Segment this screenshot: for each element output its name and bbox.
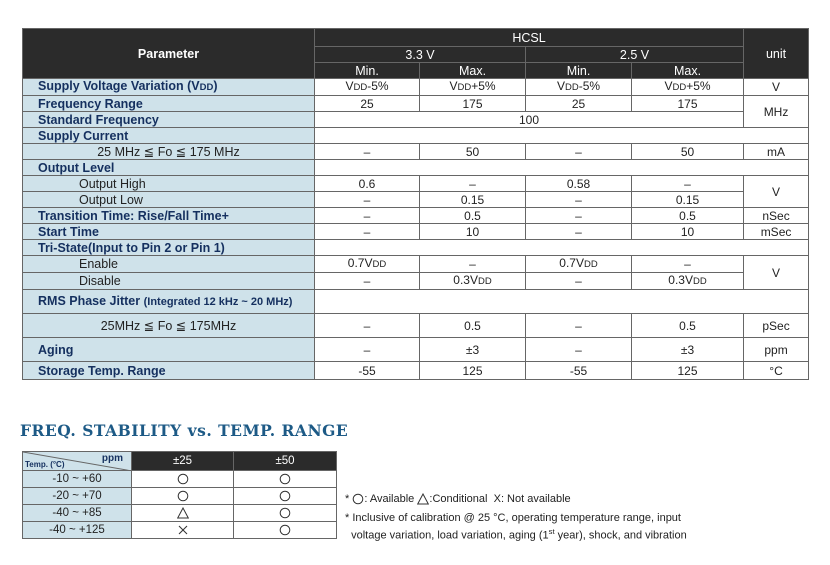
stability-cell	[234, 488, 337, 505]
row-sublabel: 25 MHz ≦ Fo ≦ 175 MHz	[23, 144, 315, 160]
unit-cell: V	[744, 79, 809, 96]
cell: –	[526, 338, 632, 362]
cell: –	[315, 338, 420, 362]
header-parameter: Parameter	[23, 29, 315, 79]
footnote-line1: Inclusive of calibration @ 25 °C, operating temperature range, input	[352, 512, 681, 524]
cell: ±3	[632, 338, 744, 362]
triangle-icon	[177, 507, 189, 519]
cell: –	[315, 144, 420, 160]
cell: 10	[420, 224, 526, 240]
header-min: Min.	[315, 63, 420, 79]
unit-cell: V	[744, 176, 809, 208]
stability-cell	[132, 505, 234, 522]
cell: 0.7VDD	[526, 256, 632, 273]
row-label: Aging	[23, 338, 315, 362]
ppm-label: ppm	[101, 453, 123, 464]
cell: –	[632, 256, 744, 273]
row-sublabel: Enable	[23, 256, 315, 273]
stability-table	[22, 451, 337, 539]
cell: 100	[315, 112, 744, 128]
legend-conditional: Conditional	[432, 493, 488, 505]
cell: -55	[526, 362, 632, 380]
stability-title: FREQ. STABILITY vs. TEMP. RANGE	[20, 421, 349, 440]
temp-range: -10 ~ +60	[23, 471, 132, 488]
cell: –	[526, 208, 632, 224]
row-sublabel: Output Low	[23, 192, 315, 208]
row-sublabel: Output High	[23, 176, 315, 192]
cell: 0.5	[420, 208, 526, 224]
unit-cell: nSec	[744, 208, 809, 224]
temp-range: -40 ~ +85	[23, 505, 132, 522]
cell: 0.5	[632, 314, 744, 338]
cell: –	[632, 176, 744, 192]
stability-cell	[234, 505, 337, 522]
row-label: Standard Frequency	[23, 112, 315, 128]
circle-icon	[279, 507, 291, 519]
circle-icon	[279, 490, 291, 502]
stability-cell	[234, 471, 337, 488]
cell: 0.5	[632, 208, 744, 224]
unit-cell: °C	[744, 362, 809, 380]
cell: 0.15	[632, 192, 744, 208]
circle-icon	[352, 493, 364, 505]
cell: –	[315, 208, 420, 224]
header-min: Min.	[526, 63, 632, 79]
header-2v5: 2.5 V	[526, 47, 744, 63]
legend-not-available: X: Not available	[493, 493, 571, 505]
row-label: Output Level	[23, 160, 315, 176]
cell: –	[315, 224, 420, 240]
header-hcsl: HCSL	[315, 29, 744, 47]
cell: –	[526, 314, 632, 338]
row-label: Storage Temp. Range	[23, 362, 315, 380]
legend-line: * : Available :Conditional X: Not available	[345, 493, 571, 505]
empty-cell	[315, 290, 809, 314]
triangle-icon	[417, 493, 429, 505]
row-label: Supply Voltage Variation (VDD)	[23, 79, 315, 96]
unit-cell: V	[744, 256, 809, 290]
cell: 125	[420, 362, 526, 380]
footnote-line2b: year), shock, and vibration	[554, 529, 687, 542]
jitter-note: (Integrated 12 kHz ~ 20 MHz)	[143, 296, 293, 308]
temp-range: -40 ~ +125	[23, 522, 132, 539]
cell: –	[526, 144, 632, 160]
stability-corner-header	[23, 452, 132, 471]
header-unit: unit	[744, 29, 809, 79]
row-label: Tri-State(Input to Pin 2 or Pin 1)	[23, 240, 315, 256]
cell: VDD+5%	[632, 79, 744, 96]
cell: 50	[420, 144, 526, 160]
cell: 25	[315, 96, 420, 112]
unit-cell: mA	[744, 144, 809, 160]
stability-cell	[132, 471, 234, 488]
unit-cell: mSec	[744, 224, 809, 240]
empty-cell	[315, 160, 809, 176]
unit-cell: pSec	[744, 314, 809, 338]
cell: 0.15	[420, 192, 526, 208]
cell: 0.58	[526, 176, 632, 192]
header-3v3: 3.3 V	[315, 47, 526, 63]
cell: –	[526, 224, 632, 240]
cell: 175	[420, 96, 526, 112]
specification-table	[22, 28, 809, 380]
jitter-label: RMS Phase Jitter	[38, 294, 141, 308]
cell: –	[315, 314, 420, 338]
temp-range: -20 ~ +70	[23, 488, 132, 505]
cell: 0.6	[315, 176, 420, 192]
footnote-line2a: voltage variation, load variation, aging (1	[351, 529, 549, 542]
circle-icon	[279, 524, 291, 536]
cell: –	[420, 256, 526, 273]
cell: VDD+5%	[420, 79, 526, 96]
cross-icon	[177, 524, 189, 536]
legend	[345, 493, 687, 549]
cell: VDD-5%	[526, 79, 632, 96]
row-label: Frequency Range	[23, 96, 315, 112]
cell: –	[526, 273, 632, 290]
circle-icon	[177, 490, 189, 502]
row-sublabel: Disable	[23, 273, 315, 290]
empty-cell	[315, 240, 809, 256]
header-max: Max.	[420, 63, 526, 79]
cell: –	[420, 176, 526, 192]
stability-col-25: ±25	[132, 452, 234, 471]
cell: 0.3VDD	[420, 273, 526, 290]
cell: 25	[526, 96, 632, 112]
circle-icon	[177, 473, 189, 485]
unit-cell: MHz	[744, 96, 809, 128]
cell: ±3	[420, 338, 526, 362]
cell: –	[526, 192, 632, 208]
row-label	[23, 290, 315, 314]
row-label: Transition Time: Rise/Fall Time+	[23, 208, 315, 224]
cell: 0.7VDD	[315, 256, 420, 273]
cell: 175	[632, 96, 744, 112]
cell: 50	[632, 144, 744, 160]
legend-available: Available	[369, 493, 415, 505]
cell: 0.3VDD	[632, 273, 744, 290]
cell: -55	[315, 362, 420, 380]
row-label: Start Time	[23, 224, 315, 240]
cell: –	[315, 192, 420, 208]
stability-cell	[132, 522, 234, 539]
row-label: Supply Current	[23, 128, 315, 144]
stability-cell	[132, 488, 234, 505]
row-sublabel: 25MHz ≦ Fo ≦ 175MHz	[23, 314, 315, 338]
header-max: Max.	[632, 63, 744, 79]
unit-cell: ppm	[744, 338, 809, 362]
cell: VDD-5%	[315, 79, 420, 96]
temp-label: Temp. (°C)	[25, 460, 65, 469]
cell: 0.5	[420, 314, 526, 338]
circle-icon	[279, 473, 291, 485]
footnote: * Inclusive of calibration @ 25 °C, operating temperature range, input voltage variation, load variation, aging (1st year), shock, and vibration	[345, 512, 687, 542]
stability-col-50: ±50	[234, 452, 337, 471]
cell: 125	[632, 362, 744, 380]
stability-cell	[234, 522, 337, 539]
cell: –	[315, 273, 420, 290]
cell: 10	[632, 224, 744, 240]
empty-cell	[315, 128, 809, 144]
footnote-sup: st	[548, 527, 555, 536]
